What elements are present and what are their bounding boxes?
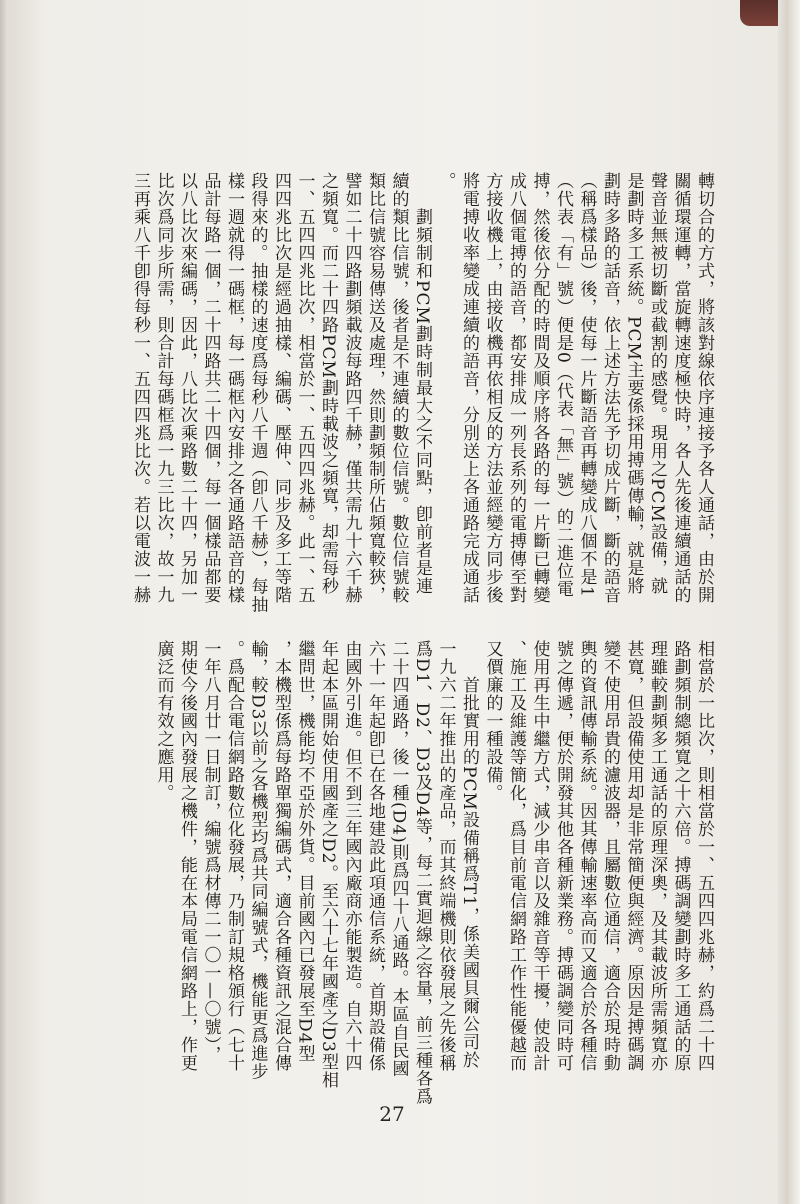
page-edge-stack [778, 0, 800, 1204]
bottom-text-block: 相當於一比次，則相當於一、五四四兆赫，約爲二十四 路劃頻制總頻寬之十六倍。搏碼調變劃時多工通話的原 理雖較劃頻多工通話的原理深奧，及其載波所需頻寬亦 甚寬，但設備使用却是非常簡便與經濟。原因是搏碼調 變不使用昂貴的濾波器，且屬數位通信，適合於現時動 輿的資訊傳輸系統。因其傳輸速率高而又適合於各種信 號之傳遞，便於開發其他各種新業務。搏碼調變同時可 使用再生中繼方式，減少串音以及雜音等干擾，使設計 、施工及維護等簡化，爲目前電信網路工作性能優越而 又價廉的一種設備。 首批實用的PCM設備稱爲T1，係美國貝爾公司於 一九六二年推出的產品，而其終端機則依發展之先後稱 爲D1、D2、D3及D4等，每二實迴線之容量，前三種各爲 二十四通路，後一種(D4)則爲四十八通路。本區自民國 六十一年起卽已在各地建設此項通信系統，首期設備係 由國外引進。但不到三年國內廠商亦能製造。自六十四 年起本區開始使用國產之D2。至六十七年國產之D3型相 繼問世，機能均不亞於外貨。目前國內已發展至D4型 ，本機型係爲每路單獨編碼式，適合各種資訊之混合傳 輸，較D3以前之各機型均爲共同編號式，機能更爲進步 。爲配合電信網路數位化發展，乃制訂規格頒行（七十 一年八月廿一日制訂，編號爲材傳二一〇一—〇號）， 期使今後國內發展之機件，能在本局電信網路上，作更 廣泛而有效之應用。 [153, 640, 714, 1106]
page-gutter-shadow [0, 0, 8, 1204]
page-number: 27 [379, 1102, 405, 1126]
top-text-block: 轉切合的方式，將該對線依序連接予各人通話，由於開 關循環運轉，當旋轉速度極快時，各人先後連續通話的 聲音並無被切斷或截割的感覺。現用之PCM設備，就 是劃時多工系統。PCM主要係採用搏碼傳輸，就是將 劃時多路的話音，依上述方法先予切成片斷，斷的語音 （稱爲樣品）後，使每一片斷語音再轉變成八個不是1 （代表「有」號）便是0（代表「無」號）的二進位電 搏，然後依分配的時間及順序將各路的每一片斷已轉變 成八個電搏的語音，都安排成一列長系列的電搏傳至對 方接收機上，由接收機再依相反的方法並經變方同步後 將電搏收率變成連續的語音，分別送上各通路完成通話 。 劃頻制和PCM劃時制最大之不同點，卽前者是連 續的類比信號，後者是不連續的數位信號。數位信號較 類比信號容易傳送及處理，然則劃頻制所佔頻寬較狹， 譬如二十四路劃頻載波每路四千赫，僅共需九十六千赫 之頻寬。而二十四路PCM劃時載波之頻寬，却需每秒 一、五四四兆比次，相當於一、五四四兆赫。此一、五 四四兆比次是經過抽樣、編碼、壓伸、同步及多工等階 段得來的。抽樣的速度爲每秒八千週（卽八千赫），每抽 樣一週就得一碼框，每一碼框內安排之各通路語音的樣 品計每路一個，二十四路共二十四個，每一個樣品都要 以八比次來編碼，因此，八比次乘路數二十四，另加一 比次爲同步所需，則合計每碼框爲一九三比次，故一九 三再乘八千卽得每秒一、五四四兆比次。若以電波一赫 [130, 172, 714, 614]
